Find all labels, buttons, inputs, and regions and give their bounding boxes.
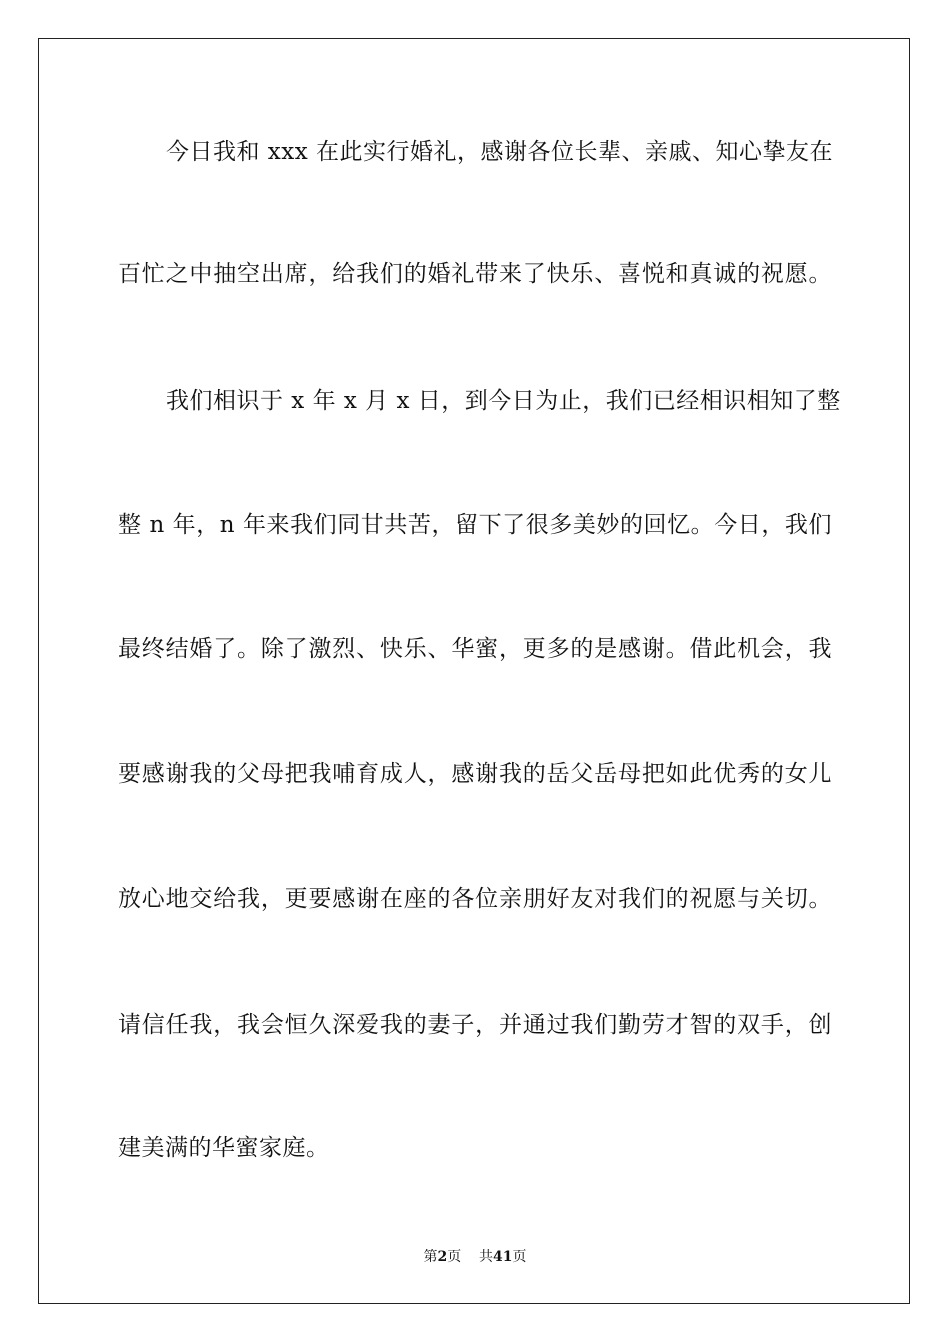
paragraph-line: 建美满的华蜜家庭。 (118, 1135, 330, 1161)
paragraph-line: 放心地交给我，更要感谢在座的各位亲朋好友对我们的祝愿与关切。 (118, 886, 832, 912)
paragraph-line: 要感谢我的父母把我哺育成人，感谢我的岳父岳母把如此优秀的女儿 (118, 761, 832, 787)
paragraph-line: 今日我和 xxx 在此实行婚礼，感谢各位长辈、亲戚、知心挚友在 (166, 139, 834, 165)
page-footer (0, 1246, 950, 1266)
paragraph-line: 整 n 年，n 年来我们同甘共苦，留下了很多美妙的回忆。今日，我们 (118, 512, 832, 538)
total-prefix: 共 (479, 1249, 494, 1265)
page-prefix: 第 (423, 1249, 438, 1265)
paragraph-line: 请信任我，我会恒久深爱我的妻子，并通过我们勤劳才智的双手，创 (118, 1012, 832, 1038)
page-suffix: 页 (447, 1249, 462, 1265)
page-number: 2 (437, 1249, 448, 1265)
total-suffix: 页 (512, 1249, 527, 1265)
paragraph-line: 最终结婚了。除了激烈、快乐、华蜜，更多的是感谢。借此机会，我 (118, 636, 832, 662)
page-border (38, 38, 910, 1304)
paragraph-line: 百忙之中抽空出席，给我们的婚礼带来了快乐、喜悦和真诚的祝愿。 (118, 261, 832, 287)
total-pages: 41 (493, 1249, 513, 1265)
paragraph-line: 我们相识于 x 年 x 月 x 日，到今日为止，我们已经相识相知了整 (166, 388, 841, 414)
